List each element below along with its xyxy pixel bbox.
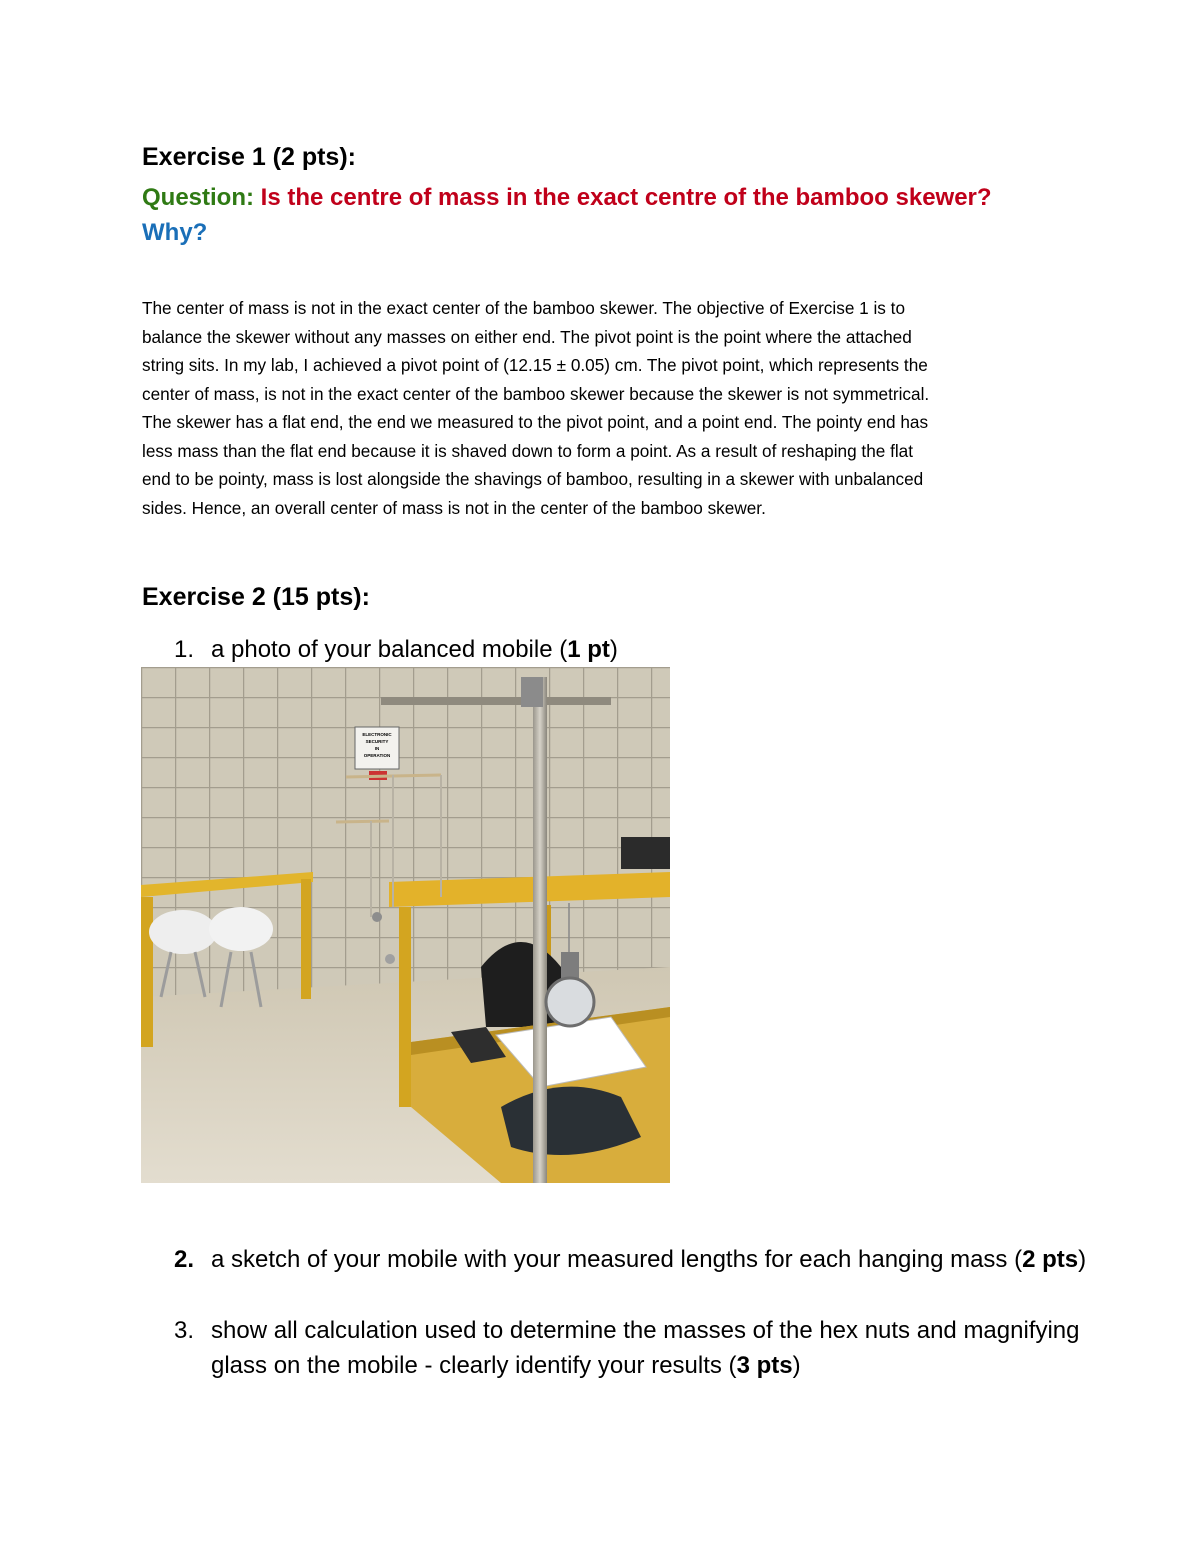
answer-line: end to be pointy, mass is lost alongside the shavings of bamboo, resulting in a skewer with unbalanced [142,469,924,489]
answer-line: string sits. In my lab, I achieved a pivot point of (12.15 ± 0.05) cm. The pivot point, which represents the [142,355,928,375]
points-label: 1 pt [567,636,610,663]
answer-line: less mass than the flat end because it is shaved down to form a point. As a result of reshaping the flat [142,440,914,461]
exercise-1-question [142,180,1072,250]
list-item-text: show all calculation used to determine the masses of the hex nuts and magnifying glass on the mobile - clearly identify your results (3 pts) [211,1317,1080,1379]
list-item-number: 1. [174,636,195,663]
answer-line: The skewer has a flat end, the end we measured to the pivot point, and a point end. The pointy end has [142,412,929,432]
points-label: 2 pts [1022,1246,1079,1273]
sign-text-line: IN [374,746,380,751]
list-item-number: 2. [174,1246,195,1273]
sign-text-line: OPERATION [363,753,391,758]
answer-line: sides. Hence, an overall center of mass is not in the center of the bamboo skewer. [142,497,766,518]
answer-line: The center of mass is not in the exact center of the bamboo skewer. The objective of Exercise 1 is to [142,298,906,318]
sign-text-line: ELECTRONIC [362,732,392,737]
answer-line: center of mass, is not in the exact center of the bamboo skewer because the skewer is not symmetrical. [142,383,930,404]
question-followup: Why? [142,219,208,246]
sign-text-line: SECURITY [365,739,389,744]
question-prefix: Question: [142,184,261,211]
answer-line: balance the skewer without any masses on either end. The pivot point is the point where the attached [142,326,912,347]
exercise-2-heading: Exercise 2 (15 pts): [142,583,370,611]
question-text: Is the centre of mass in the exact centre of the bamboo skewer? [260,184,992,211]
exercise-1-heading: Exercise 1 (2 pts): [142,143,356,171]
list-item-number: 3. [174,1317,195,1344]
exercise-1-answer [142,294,1062,522]
points-label: 3 pts [736,1352,793,1379]
list-item-text: a photo of your balanced mobile (1 pt) [211,636,618,663]
balanced-mobile-photo [141,667,670,1183]
list-item-text: a sketch of your mobile with your measured lengths for each hanging mass (2 pts) [211,1246,1087,1273]
